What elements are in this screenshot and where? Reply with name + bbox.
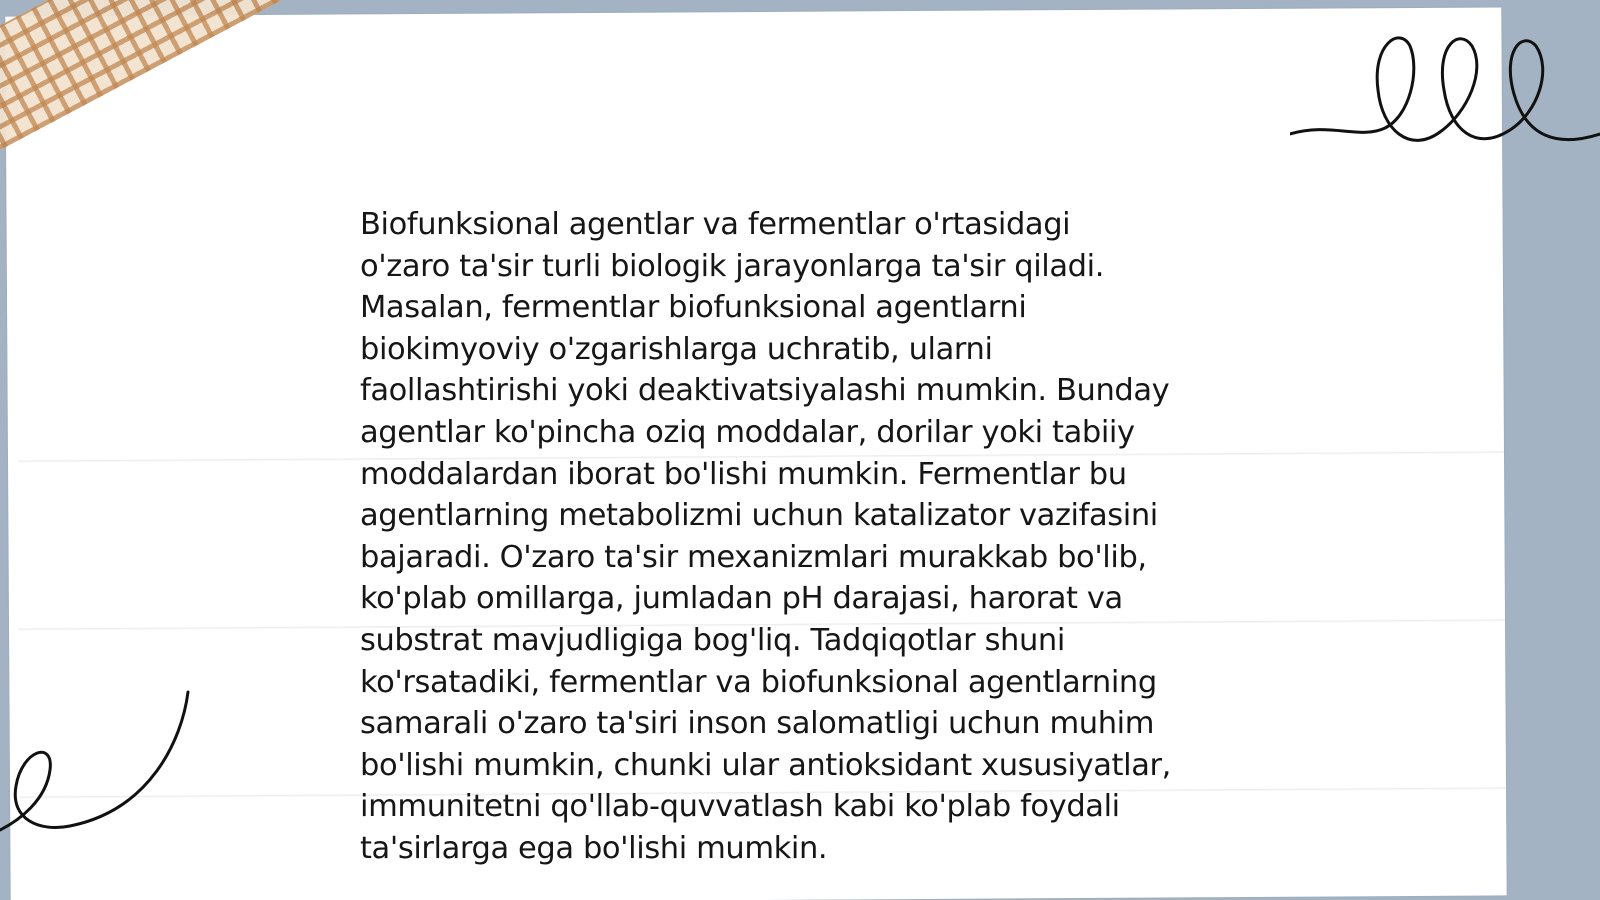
loop-scribble-icon — [1290, 30, 1600, 170]
slide-body-text: Biofunksional agentlar va fermentlar o'rtasidagi o'zaro ta'sir turli biologik jarayonlarga ta'sir qiladi. Masalan, fermentlar biofunksional agentlarni biokimyoviy o'zgarishlarga uchratib, ularni faollashtirishi yoki deaktivatsiyalashi mumkin. Bunday agentlar ko'pincha oziq moddalar, dorilar yoki tabiiy moddalardan iborat bo'lishi mumkin. Fermentlar bu agentlarning metabolizmi uchun katalizator vazifasini bajaradi. O'zaro ta'sir mexanizmlari murakkab bo'lib, ko'plab omillarga, jumladan pH darajasi, harorat va substrat mavjudligiga bog'liq. Tadqiqotlar shuni ko'rsatadiki, fermentlar va biofunksional agentlarning samarali o'zaro ta'siri inson salomatligi uchun muhim bo'lishi mumkin, chunki ular antioksidant xususiyatlar, immunitetni qo'llab-quvvatlash kabi ko'plab foydali ta'sirlarga ega bo'lishi mumkin. — [360, 207, 1171, 866]
swoosh-scribble-icon — [0, 690, 200, 850]
